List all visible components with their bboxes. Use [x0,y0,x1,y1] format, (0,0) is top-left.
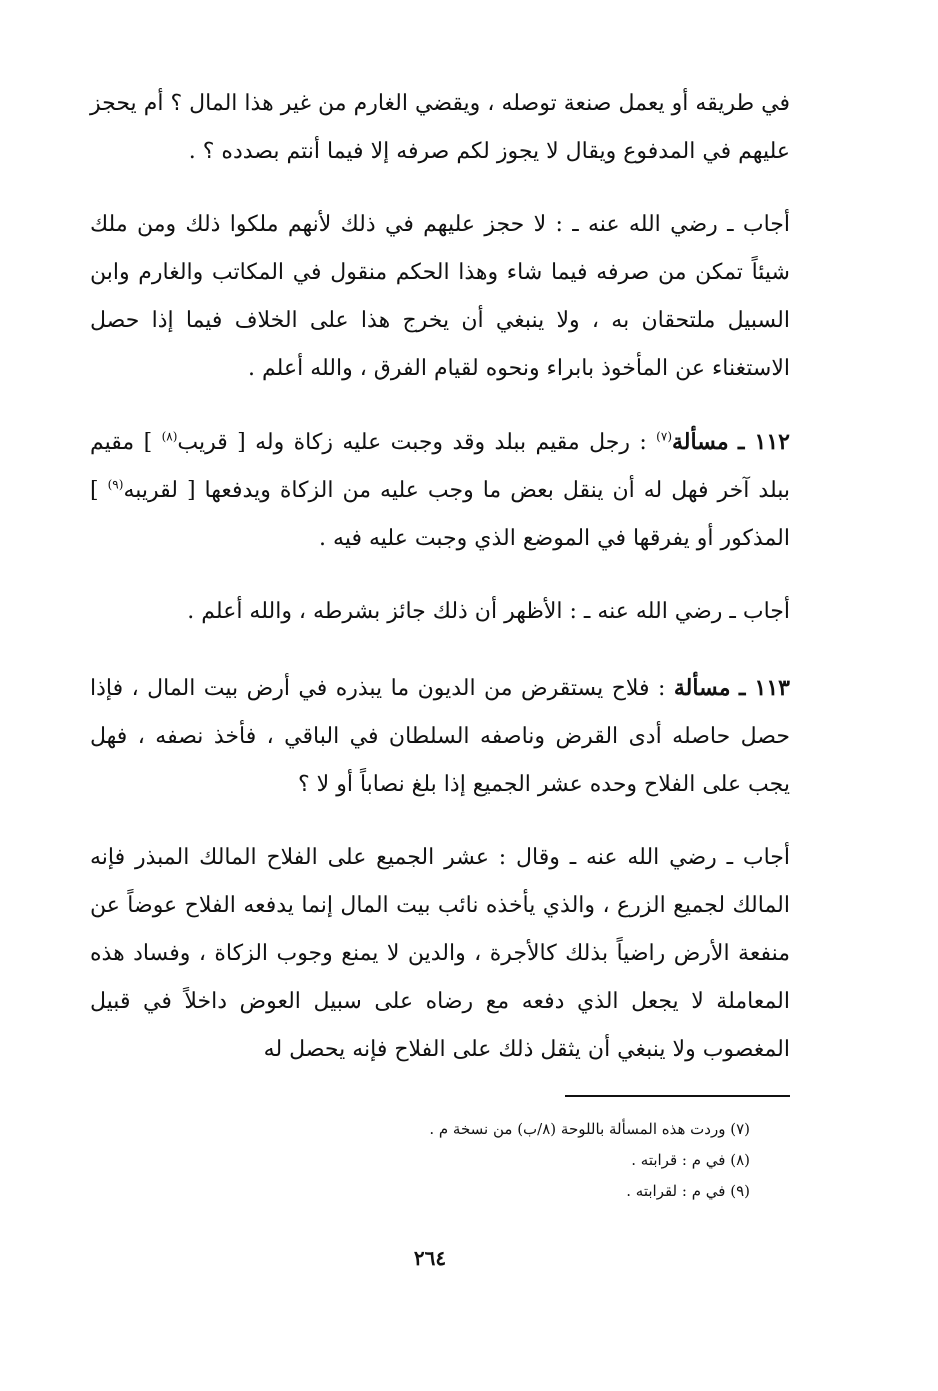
question-number: ١١٣ ـ [738,675,790,701]
paragraph-question-113 [90,664,790,809]
paragraph-question-112 [90,418,790,563]
question-text-part-b: ] مقيم ببلد آخر فهل له أن ينقل بعض ما وجب عليه من الزكاة ويدفعها [ لقريبه [90,430,790,503]
footnote-ref-8: (٨) [161,429,178,444]
footnote-7: (٧) وردت هذه المسألة باللوحة (٨/ب) من نسخة م . [429,1120,750,1138]
footnotes [120,1114,750,1207]
question-word: مسألة [673,675,731,701]
paragraph-question-continuation: في طريقه أو يعمل صنعة توصله ، ويقضي الغارم من غير هذا المال ؟ أم يحجز عليهم في المدفوع ويقال لا يجوز لكم صرفه إلا فيما أنتم بصدده ؟ . [90,91,790,164]
question-number: ١١٢ ـ [738,429,790,455]
paragraph-answer-111: أجاب ـ رضي الله عنه ـ : لا حجز عليهم في ذلك لأنهم ملكوا ذلك ومن ملك شيئاً تمكن من صرفه فيما شاء وهذا الحكم منقول في المكاتب والغارم وابن السبيل ملتحقان به ، ولا ينبغي أن يخرج هذا على الخلاف فيما إذا حصل الاستغناء عن المأخوذ بابراء ونحوه لقيام الفرق ، والله أعلم . [90,212,790,381]
paragraph-answer-113: أجاب ـ رضي الله عنه ـ وقال : عشر الجميع على الفلاح المالك المبذر فإنه المالك لجميع الزرع ، والذي يأخذه نائب بيت المال إنما يدفعه الفلاح عوضاً عن منفعة الأرض راضياً بذلك كالأجرة ، والدين لا يمنع وجوب الزكاة ، وفساد هذه المعاملة لا يجعل الذي دفعه مع رضاه على سبيل العوض داخلاً في قبيل المغصوب ولا ينبغي أن يثقل ذلك على الفلاح فإنه يحصل له [90,845,790,1062]
footnote-9: (٩) في م : لقرابته . [626,1182,750,1200]
question-text: : فلاح يستقرض من الديون ما يبذره في أرض بيت المال ، فإذا حصل حاصله أدى القرض وناصفه السلطان في الباقي ، فأخذ نصفه ، فهل يجب على الفلاح وحده عشر الجميع إذا بلغ نصاباً أو لا ؟ [90,676,790,797]
page-number: ٢٦٤ [413,1246,447,1270]
question-text-part-a: : رجل مقيم ببلد وقد وجبت عليه زكاة وله [ قريب [177,430,647,455]
paragraph-answer-112: أجاب ـ رضي الله عنه ـ : الأظهر أن ذلك جائز بشرطه ، والله أعلم . [187,599,790,624]
question-word: مسألة [672,429,729,455]
footnote-separator [565,1095,790,1097]
question-text-part-c: ] المذكور أو يفرقها في الموضع الذي وجبت عليه فيه . [90,478,790,551]
main-text [90,80,790,1099]
footnote-8: (٨) في م : قرابته . [631,1151,750,1169]
footnote-ref-9: (٩) [107,477,124,492]
footnote-ref-7: (٧) [656,429,672,444]
